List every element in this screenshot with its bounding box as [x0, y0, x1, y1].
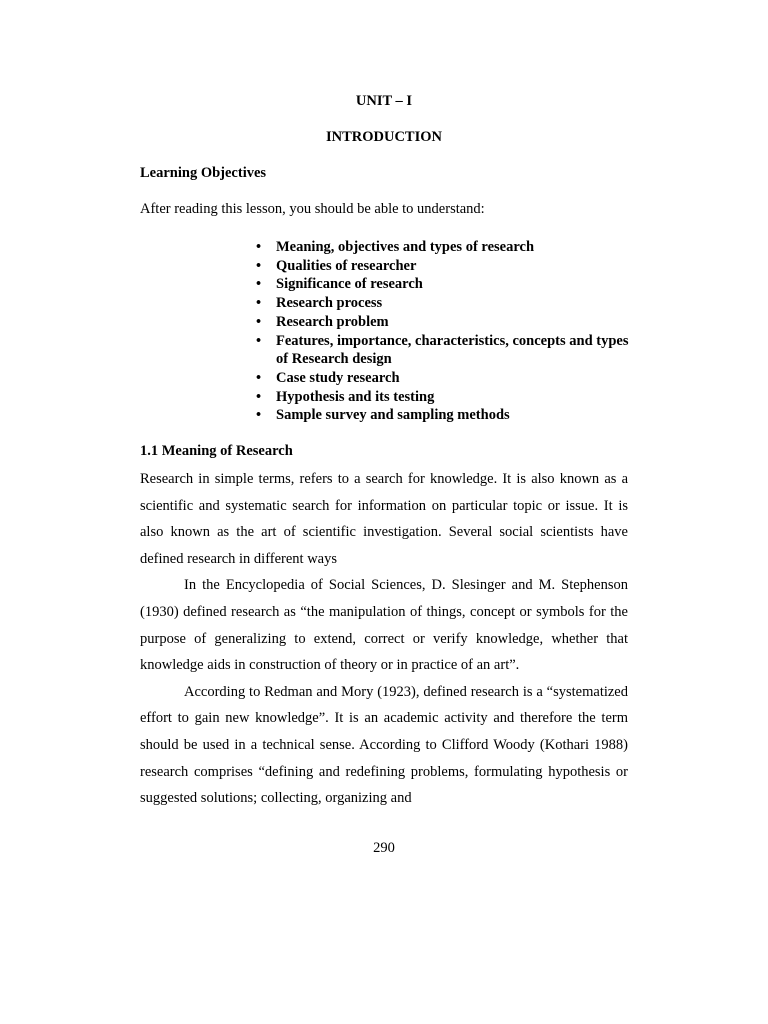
objective-item: • Significance of research [256, 275, 636, 294]
paragraph: In the Encyclopedia of Social Sciences, D. Slesinger and M. Stephenson (1930) defined research as “the manipulation of things, concept or symbols for the purpose of generalizing to extend, correct or verify knowledge, whether that knowledge aids in construction of theory or in practice of an art”. [140, 577, 628, 674]
page-number: 290 [373, 840, 395, 856]
paragraph: Research in simple terms, refers to a search for knowledge. It is also known as a scientific and systematic search for information on particular topic or issue. It is also known as the art of scientific investigation. Several social scientists have defined research in different ways [140, 471, 628, 567]
objective-item: • Qualities of researcher [256, 257, 636, 276]
paragraph: According to Redman and Mory (1923), defined research is a “systematized effort to gain new knowledge”. It is an academic activity and therefore the term should be used in a technical sense. According to Clifford Woody (Kothari 1988) research comprises “defining and redefining problems, formulating hypothesis or suggested solutions; collecting, organizing and [140, 683, 628, 807]
objective-item: • Research process [256, 294, 636, 313]
objective-item: • Hypothesis and its testing [256, 388, 636, 407]
chapter-title: INTRODUCTION [325, 129, 442, 145]
objective-item: • Features, importance, characteristics, concepts and types of Research design [256, 332, 636, 369]
unit-title: UNIT – I [355, 93, 413, 109]
body-text [140, 466, 628, 812]
lead-in-text: After reading this lesson, you should be able to understand: [140, 201, 485, 217]
objective-item: • Case study research [256, 369, 636, 388]
section-heading: 1.1 Meaning of Research [140, 443, 293, 459]
objectives-list [256, 238, 636, 425]
objective-item: • Meaning, objectives and types of research [256, 238, 636, 257]
objective-item: • Research problem [256, 313, 636, 332]
learning-objectives-heading: Learning Objectives [140, 165, 267, 181]
objective-item: • Sample survey and sampling methods [256, 406, 636, 425]
